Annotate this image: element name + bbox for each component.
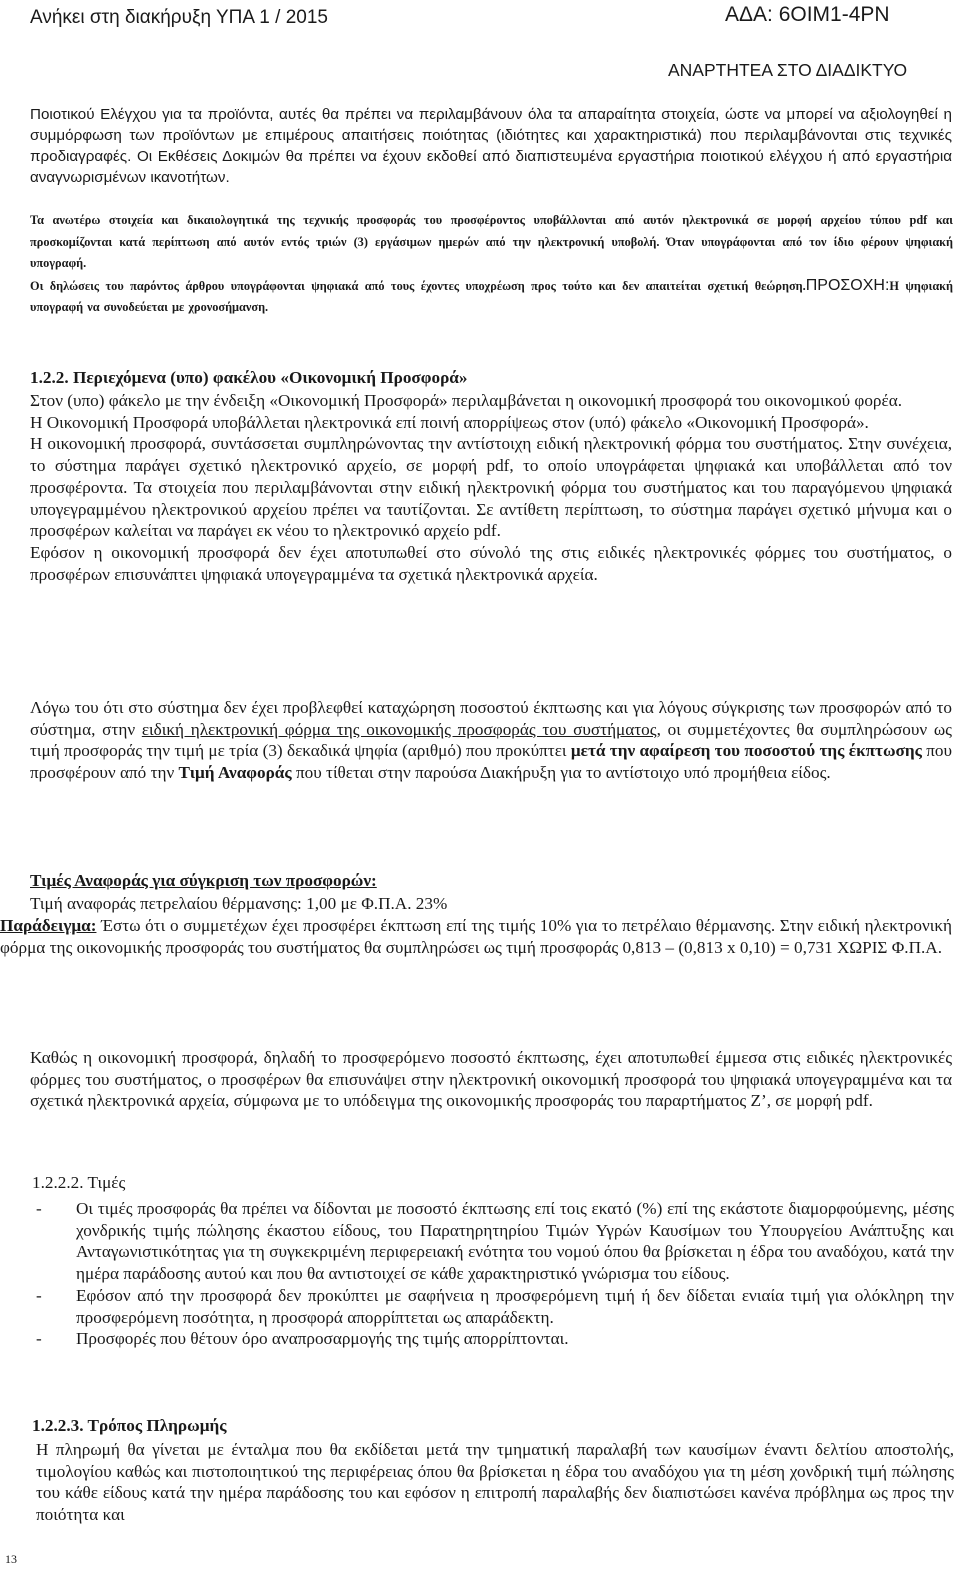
attention-label: ΠΡΟΣΟΧΗ: [805, 276, 890, 294]
paragraph: Εφόσον η οικονομική προσφορά δεν έχει αποτυπωθεί στο σύνολό της στις ειδικές ηλεκτρονικές φόρμες του συστήματος, ο προσφέρων επισυνάπτει ψηφιακά υπογεγραμμένα τα σχετικά ηλεκτρονικά αρχεία. [30, 542, 952, 584]
discount-text-2: , οι συμμετέχοντες θα συμπληρώσουν ως τιμή προσφοράς την τιμή με τρία (3) δεκαδικά ψηφία (αριθμό) που προκύπτει [30, 719, 952, 761]
discount-underlined: ειδική ηλεκτρονική φόρμα της οικονομικής προσφοράς του συστήματος [141, 719, 657, 739]
list-item-text: Προσφορές που θέτουν όρο αναπροσαρμογής της τιμής απορρίπτονται. [76, 1329, 569, 1349]
discount-bold-2: Τιμή Αναφοράς [178, 763, 292, 783]
section-1-2-2-body [30, 390, 952, 585]
bold-note-p1: Τα ανωτέρω στοιχεία και δικαιολογητικά της τεχνικής προσφοράς του προσφέροντος υποβάλλονται από αυτόν ηλεκτρονικά σε μορφή αρχείου τύπου pdf και προσκομίζονται κατά περίπτωση από αυτόν εντός τριών (3) εργάσιμων ημερών από την ηλεκτρονική υποβολή. Όταν υπογράφονται από τον ίδιο φέρουν ψηφιακή υπογραφή. [30, 213, 953, 270]
example-paragraph [0, 915, 952, 958]
bold-note [30, 210, 953, 319]
indirect-offer-paragraph: Καθώς η οικονομική προσφορά, δηλαδή το προσφερόμενο ποσοστό έκπτωσης, έχει αποτυπωθεί έμμεσα στις ειδικές ηλεκτρονικές φόρμες του συστήματος, ο προσφέρων θα επισυνάψει στην ηλεκτρονική οικονομική προσφορά του ψηφιακά υπογεγραμμένα και τα σχετικά ηλεκτρονικά αρχεία, σύμφωνα με το υπόδειγμα της οικονομικής προσφοράς του παραρτήματος Ζ’, σε μορφή pdf. [30, 1048, 952, 1111]
list-item-text: Οι τιμές προσφοράς θα πρέπει να δίδονται με ποσοστό έκπτωσης επί τοις εκατό (%) επί της εκάστοτε διαμορφούμενης, μέσης χονδρικής τιμής πώλησης έκαστου είδους, του Παρατηρητηρίου Τιμών Υγρών Καυσίμων του Υπουργείου Ανάπτυξης και Ανταγωνιστικότητας για τη συγκεκριμένη περιφερειακή ενότητα του νομού όπου θα βρίσκεται η έδρα του αναδόχου, κατά την ημέρα παράδοσης αυτού και που θα αντιστοιχεί σε κάθε χαρακτηριστικό γνώρισμα του είδους. [76, 1199, 954, 1284]
dash-bullet: - [36, 1285, 42, 1305]
paragraph: Η Οικονομική Προσφορά υποβάλλεται ηλεκτρονικά επί ποινή απορρίψεως στον (υπό) φάκελο «Οικονομική Προσφορά». [30, 412, 869, 432]
payment-heading: 1.2.2.3. Τρόπος Πληρωμής [32, 1416, 227, 1435]
reference-line: Τιμή αναφοράς πετρελαίου θέρμανσης: 1,00 με Φ.Π.Α. 23% [30, 894, 448, 913]
list-item [32, 1285, 954, 1328]
prices-list [32, 1198, 954, 1350]
bold-note-p2-text: Οι δηλώσεις του παρόντος άρθρου υπογράφονται ψηφιακά από τους έχοντες υποχρέωση προς τούτο και δεν απαιτείται σχετική θεώρηση. [30, 278, 806, 293]
header-publish-note: ΑΝΑΡΤΗΤΕΑ ΣΤΟ ΔΙΑΔΙΚΤΥΟ [668, 60, 908, 80]
attention-text: Η ψηφιακή υπογραφή να συνοδεύεται με χρονοσήμανση. [30, 278, 953, 314]
intro-paragraph: Ποιοτικού Ελέγχου για τα προϊόντα, αυτές θα πρέπει να περιλαμβάνουν όλα τα απαραίτητα στοιχεία, ώστε να μπορεί να αξιολογηθεί η συμμόρφωση των προϊόντων με επιμέρους απαιτήσεις ποιότητας (ιδιότητες και χαρακτηριστικά) που περιλαμβάνονται στις τεχνικές προδιαγραφές. Οι Εκθέσεις Δοκιμών θα πρέπει να έχουν εκδοθεί από διαπιστευμένα εργαστήρια ποιοτικού ελέγχου ή από εργαστήρια αναγνωρισμένων ικανοτήτων. [30, 106, 952, 186]
bold-note-p2 [30, 275, 953, 319]
header-ada: ΑΔΑ: 6ΟΙΜ1-4ΡΝ [725, 3, 890, 26]
discount-text-3: που προσφέρουν από την [30, 741, 952, 783]
example-label: Παράδειγμα: [0, 916, 97, 935]
page-number: 13 [5, 1552, 17, 1566]
reference-heading: Τιμές Αναφοράς για σύγκριση των προσφορών: [30, 871, 377, 890]
prices-heading: 1.2.2.2. Τιμές [32, 1173, 126, 1192]
discount-text-4: που τίθεται στην παρούσα Διακήρυξη για το αντίστοιχο υπό προμήθεια είδος. [291, 763, 831, 783]
paragraph: Η οικονομική προσφορά, συντάσσεται συμπληρώνοντας την αντίστοιχη ειδική ηλεκτρονική φόρμα του συστήματος. Στην συνέχεια, το σύστημα παράγει σχετικό ηλεκτρονικό αρχείο, σε μορφή pdf, το οποίο υπογράφεται ψηφιακά και υποβάλλεται από τον προσφέροντα. Τα στοιχεία που περιλαμβάνονται στην ειδική ηλεκτρονική φόρμα του συστήματος και του παραγόμενου ψηφιακά υπογεγραμμένου ηλεκτρονικού αρχείου πρέπει να ταυτίζονται. Σε αντίθετη περίπτωση, το σύστημα παράγει σχετικό μήνυμα και ο προσφέρων καλείται να παράγει εκ νέου το ηλεκτρονικό αρχείο pdf. [30, 434, 952, 541]
header-left: Ανήκει στη διακήρυξη ΥΠΑ 1 / 2015 [30, 7, 328, 28]
example-text: Έστω ότι ο συμμετέχων έχει προσφέρει έκπτωση επί της τιμής 10% για το πετρέλαιο θέρμανσης. Στην ειδική ηλεκτρονική φόρμα της οικονομικής προσφοράς του συστήματος θα συμπληρώσει ως τιμή προσφοράς 0,813 – (0,813 x 0,10) = 0,731 ΧΩΡΙΣ Φ.Π.Α. [0, 916, 952, 957]
discount-bold-1: μετά την αφαίρεση του ποσοστού της έκπτωσης [570, 741, 922, 761]
payment-paragraph: Η πληρωμή θα γίνεται με ένταλμα που θα εκδίδεται μετά την τμηματική παραλαβή των καυσίμων έναντι δελτίου αποστολής, τιμολογίου καθώς και πιστοποιητικού της περιφέρειας όπου θα βρίσκεται η έδρα του αναδόχου για τη μέση χονδρική τιμή πώλησης του κάθε είδους κατά την ημέρα παράδοσης του και εφόσον η επιτροπή παραλαβής δεν διαπιστώσει κανένα πρόβλημα ως προς την ποιότητα και [36, 1440, 954, 1525]
section-heading-1-2-2: 1.2.2. Περιεχόμενα (υπο) φακέλου «Οικονομική Προσφορά» [30, 368, 468, 387]
list-item [32, 1328, 954, 1350]
dash-bullet: - [36, 1199, 42, 1218]
list-item [32, 1198, 954, 1285]
paragraph: Στον (υπο) φάκελο με την ένδειξη «Οικονομική Προσφορά» περιλαμβάνεται η οικονομική προσφορά του οικονομικού φορέα. [30, 391, 903, 410]
discount-paragraph [30, 697, 952, 784]
dash-bullet: - [36, 1329, 42, 1349]
discount-text-1: Λόγω του ότι στο σύστημα δεν έχει προβλεφθεί καταχώρηση ποσοστού έκπτωσης και για λόγους σύγκρισης των προσφορών από το σύστημα, στην [30, 698, 952, 739]
list-item-text: Εφόσον από την προσφορά δεν προκύπτει με σαφήνεια η προσφερόμενη τιμή ή δεν δίδεται ενιαία τιμή για ολόκληρη την προσφερόμενη ποσότητα, η προσφορά απορρίπτεται ως απαράδεκτη. [76, 1285, 954, 1327]
